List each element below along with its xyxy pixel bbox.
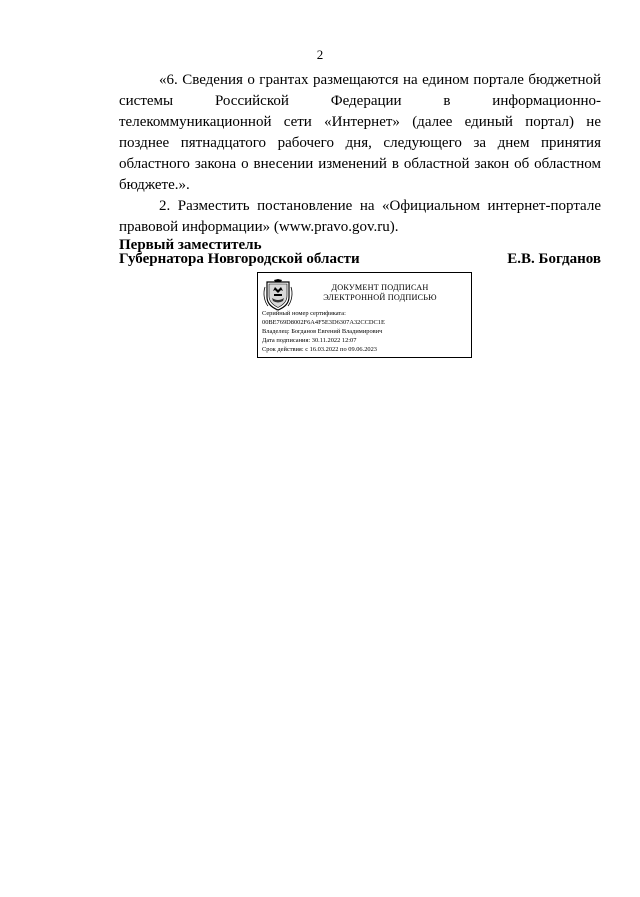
document-body — [119, 70, 601, 238]
signatory-name: Е.В. Богданов — [507, 251, 601, 267]
stamp-serial-label: Серийный номер сертификата: — [262, 310, 346, 317]
coat-of-arms-icon — [263, 279, 293, 311]
stamp-details — [262, 309, 467, 354]
electronic-signature-stamp — [257, 272, 472, 358]
signatory-position-line1: Первый заместитель — [119, 237, 262, 253]
page-number: 2 — [316, 47, 324, 62]
signatory-position-line2: Губернатора Новгородской области — [119, 251, 360, 267]
stamp-title: ДОКУМЕНТ ПОДПИСАН ЭЛЕКТРОННОЙ ПОДПИСЬЮ — [323, 283, 437, 302]
stamp-signed-date: Дата подписания: 30.11.2022 12:07 — [262, 337, 357, 344]
paragraph-grants-info: «6. Сведения о грантах размещаются на едином портале бюджетной системы Российской Федерации в информационно-телекоммуникационной сети «Интернет» (далее единый портал) не позднее пятнадцатого рабочего дня, следующего за днем принятия областного закона о внесении изменений в областной закон об областном бюджете.». — [119, 72, 601, 193]
stamp-validity: Срок действия: с 16.03.2022 по 09.06.2023 — [262, 346, 378, 353]
signature-block — [119, 238, 601, 266]
stamp-serial-value: 00BE769D8002F6A4F5E3D6307A32CCDC1E — [262, 319, 385, 326]
stamp-owner: Владелец: Богданов Евгений Владимирович — [262, 328, 383, 335]
paragraph-publication: 2. Разместить постановление на «Официальном интернет-портале правовой информации» (www.pravo.gov.ru). — [119, 198, 601, 235]
